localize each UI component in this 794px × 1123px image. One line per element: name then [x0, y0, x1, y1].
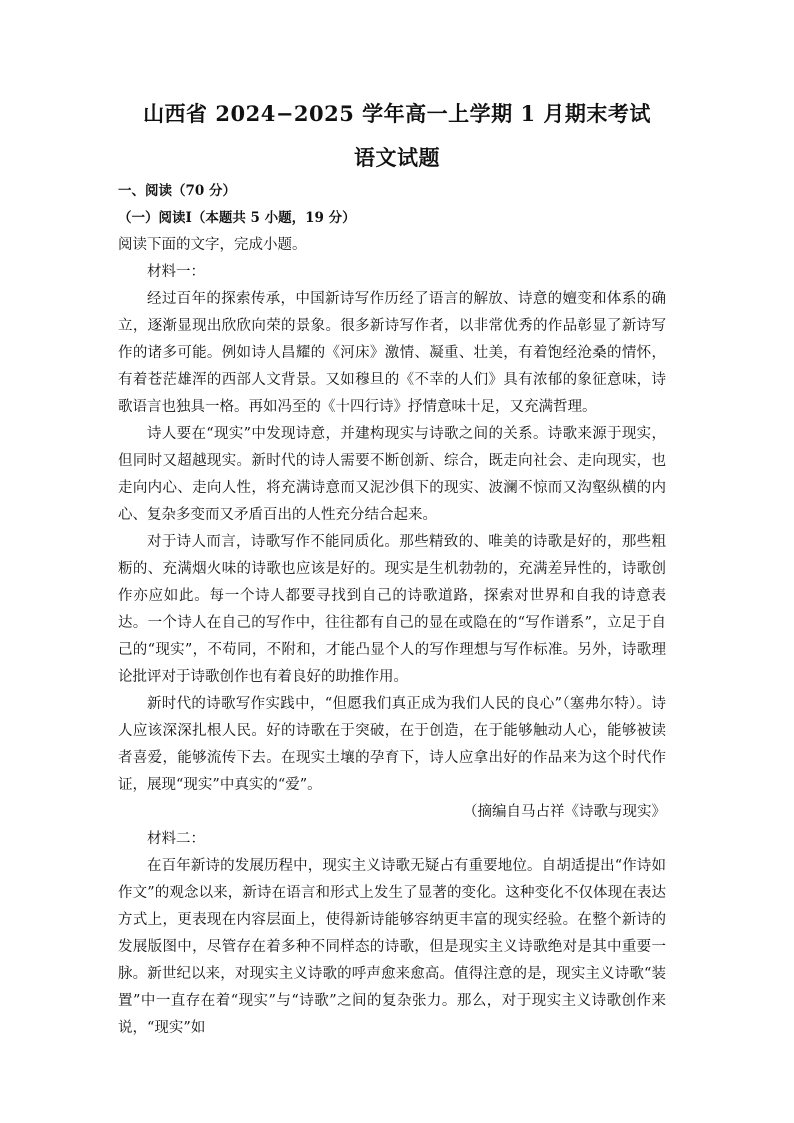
exam-title: 山西省 2024−2025 学年高一上学期 1 月期末考试	[143, 101, 651, 126]
section-subheading: （一）阅读Ⅰ（本题共 5 小题，19 分）	[118, 210, 356, 226]
exam-subtitle: 语文试题	[354, 145, 440, 170]
material-one-paragraph: 新时代的诗歌写作实践中，“但愿我们真正成为我们人民的良心”（塞弗尔特）。诗人应该深深扎根人民。好的诗歌在于突破，在于创造，在于能够触动人心，能够被读者喜爱，能够流传下去。在现实土壤的孕育下，诗人应拿出好的作品来为这个时代作证，展现“现实”中真实的“爱”。	[118, 696, 666, 793]
material-one-paragraph: 经过百年的探索传承，中国新诗写作历经了语言的解放、诗意的嬗变和体系的确立，逐渐显现出欣欣向荣的景象。很多新诗写作者，以非常优秀的作品彰显了新诗写作的诸多可能。例如诗人昌耀的《河床》激情、凝重、壮美，有着饱经沧桑的情怀，有着苍茫雄浑的西部人文背景。又如穆旦的《不幸的人们》具有浓郁的象征意味，诗歌语言也独具一格。再如冯至的《十四行诗》抒情意味十足，又充满哲理。	[118, 291, 666, 415]
material-one-source: （摘编自马占祥《诗歌与现实》	[463, 804, 666, 820]
section-heading: 一、阅读（70 分）	[118, 183, 236, 199]
material-one-paragraph: 诗人要在“现实”中发现诗意，并建构现实与诗歌之间的关系。诗歌来源于现实，但同时又超越现实。新时代的诗人需要不断创新、综合，既走向社会、走向现实，也走向内心、走向人性，将充满诗意而又泥沙俱下的现实、波澜不惊而又沟壑纵横的内心、复杂多变而又矛盾百出的人性充分结合起来。	[118, 426, 666, 523]
material-two-paragraph: 在百年新诗的发展历程中，现实主义诗歌无疑占有重要地位。自胡适提出“作诗如作文”的观念以来，新诗在语言和形式上发生了显著的变化。这种变化不仅体现在表达方式上，更表现在内容层面上，使得新诗能够容纳更丰富的现实经验。在整个新诗的发展版图中，尽管存在着多种不同样态的诗歌，但是现实主义诗歌绝对是其中重要一脉。新世纪以来，对现实主义诗歌的呼声愈来愈高。值得注意的是，现实主义诗歌“装置”中一直存在着“现实”与“诗歌”之间的复杂张力。那么，对于现实主义诗歌创作来说，“现实”如	[118, 858, 666, 1036]
document-body	[118, 178, 666, 1042]
material-two-label: 材料二：	[147, 831, 205, 847]
material-one-paragraph: 对于诗人而言，诗歌写作不能同质化。那些精致的、唯美的诗歌是好的，那些粗粝的、充满烟火味的诗歌也应该是好的。现实是生机勃勃的，充满差异性的，诗歌创作亦应如此。每一个诗人都要寻找到自己的诗歌道路，探索对世界和自我的诗意表达。一个诗人在自己的写作中，往往都有自己的显在或隐在的“写作谱系”，立足于自己的“现实”，不苟同，不附和，才能凸显个人的写作理想与写作标准。另外，诗歌理论批评对于诗歌创作也有着良好的助推作用。	[118, 534, 666, 685]
instruction-text: 阅读下面的文字，完成小题。	[118, 237, 307, 253]
material-one-label: 材料一：	[147, 264, 205, 280]
